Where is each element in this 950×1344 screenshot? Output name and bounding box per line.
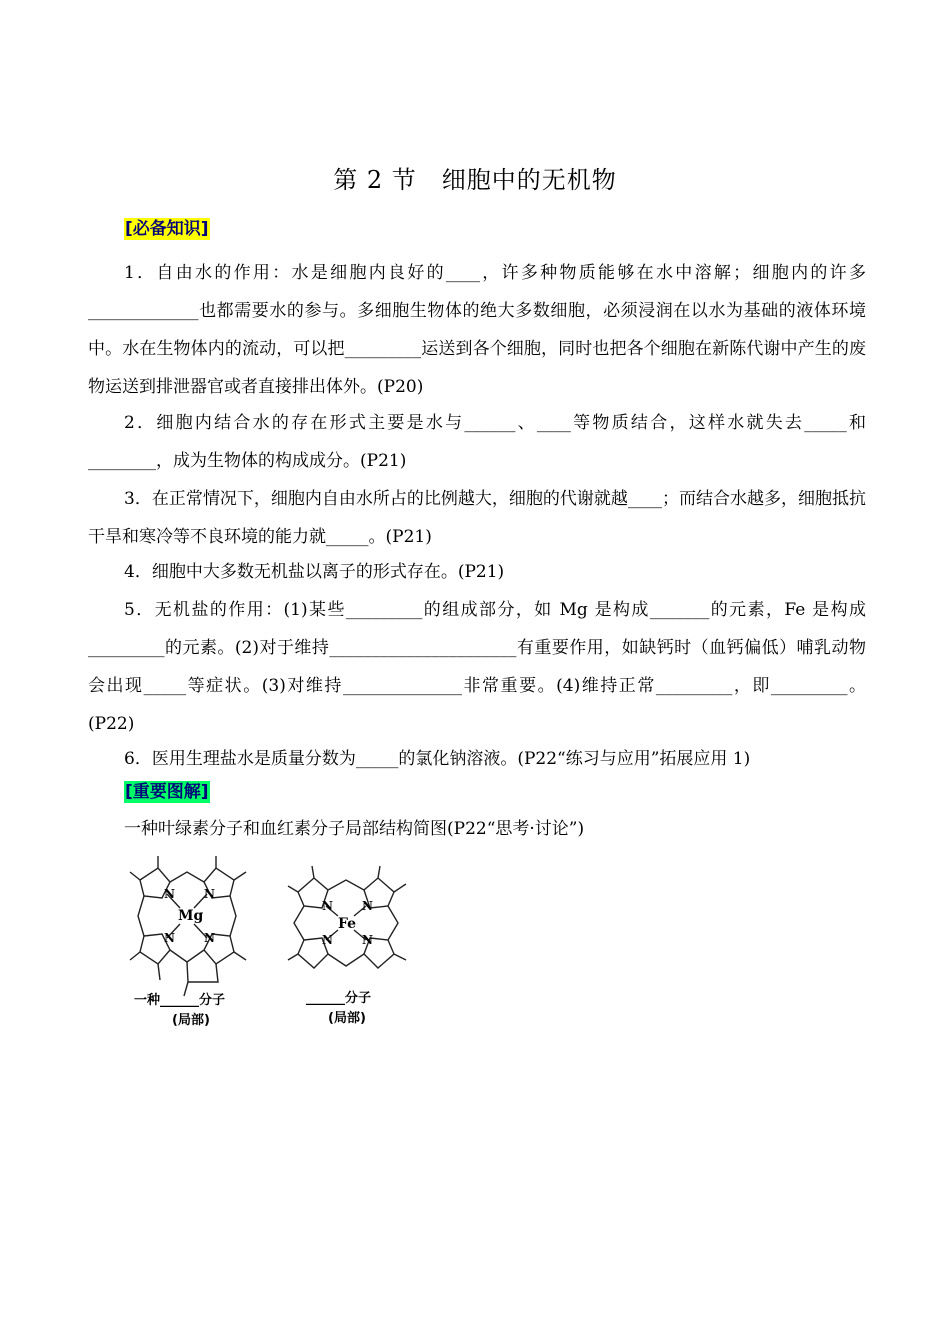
- nitrogen-label-3: N: [322, 933, 333, 947]
- chlorophyll-answer-label: 一种______分子: [134, 993, 226, 1008]
- section-tag-required-knowledge: [必备知识]: [125, 219, 209, 239]
- paragraph-6: 6．医用生理盐水是质量分数为_____的氯化钠溶液。(P22“练习与应用”拓展应用 1): [124, 749, 751, 769]
- iron-label: Fe: [338, 916, 357, 932]
- heme-structure-diagram: [278, 850, 428, 1035]
- nitrogen-label-3: N: [164, 931, 175, 945]
- chlorophyll-partial-note: (局部): [172, 1013, 210, 1028]
- paragraph-1: 1．自由水的作用：水是细胞内良好的____，许多种物质能够在水中溶解；细胞内的许多_____________也都需要水的参与。多细胞生物体的绝大多数细胞，必须浸润在以水为基础的液体环境中。水在生物体内的流动，可以把_________运送到各个细胞，同时也把各个细胞在新陈代谢中产生的废物运送到排泄器官或者直接排出体外。(P20): [88, 263, 866, 397]
- heme-partial-note: (局部): [328, 1011, 366, 1026]
- paragraph-4: 4．细胞中大多数无机盐以离子的形式存在。(P21): [124, 562, 505, 582]
- paragraph-3: 3．在正常情况下，细胞内自由水所占的比例越大，细胞的代谢就越____；而结合水越多，细胞抵抗干旱和寒冷等不良环境的能力就_____。(P21): [88, 489, 866, 547]
- section-tag-key-diagram: [重要图解]: [125, 782, 209, 802]
- nitrogen-label-2: N: [204, 887, 215, 901]
- nitrogen-label-1: N: [322, 899, 333, 913]
- chlorophyll-structure-diagram: [118, 850, 268, 1035]
- figure-caption: 一种叶绿素分子和血红素分子局部结构简图(P22“思考·讨论”): [124, 819, 585, 839]
- nitrogen-label-2: N: [362, 899, 373, 913]
- page-title: 第 2 节 细胞中的无机物: [333, 166, 617, 194]
- paragraph-5: 5．无机盐的作用：(1)某些_________的组成部分，如 Mg 是构成_______的元素，Fe 是构成_________的元素。(2)对于维持______________________有重要作用，如缺钙时（血钙偏低）哺乳动物会出现_____等症状。(3)对维持______________非常重要。(4)维持正常_________，即_________。(P22): [88, 600, 866, 734]
- magnesium-label: Mg: [178, 908, 204, 924]
- heme-answer-label: ______分子: [306, 991, 372, 1006]
- nitrogen-label-4: N: [204, 931, 215, 945]
- nitrogen-label-4: N: [362, 933, 373, 947]
- paragraph-2: 2．细胞内结合水的存在形式主要是水与______、____等物质结合，这样水就失去_____和________，成为生物体的构成成分。(P21): [88, 413, 866, 471]
- chlorophyll-ring-lines: [130, 856, 246, 996]
- nitrogen-label-1: N: [164, 887, 175, 901]
